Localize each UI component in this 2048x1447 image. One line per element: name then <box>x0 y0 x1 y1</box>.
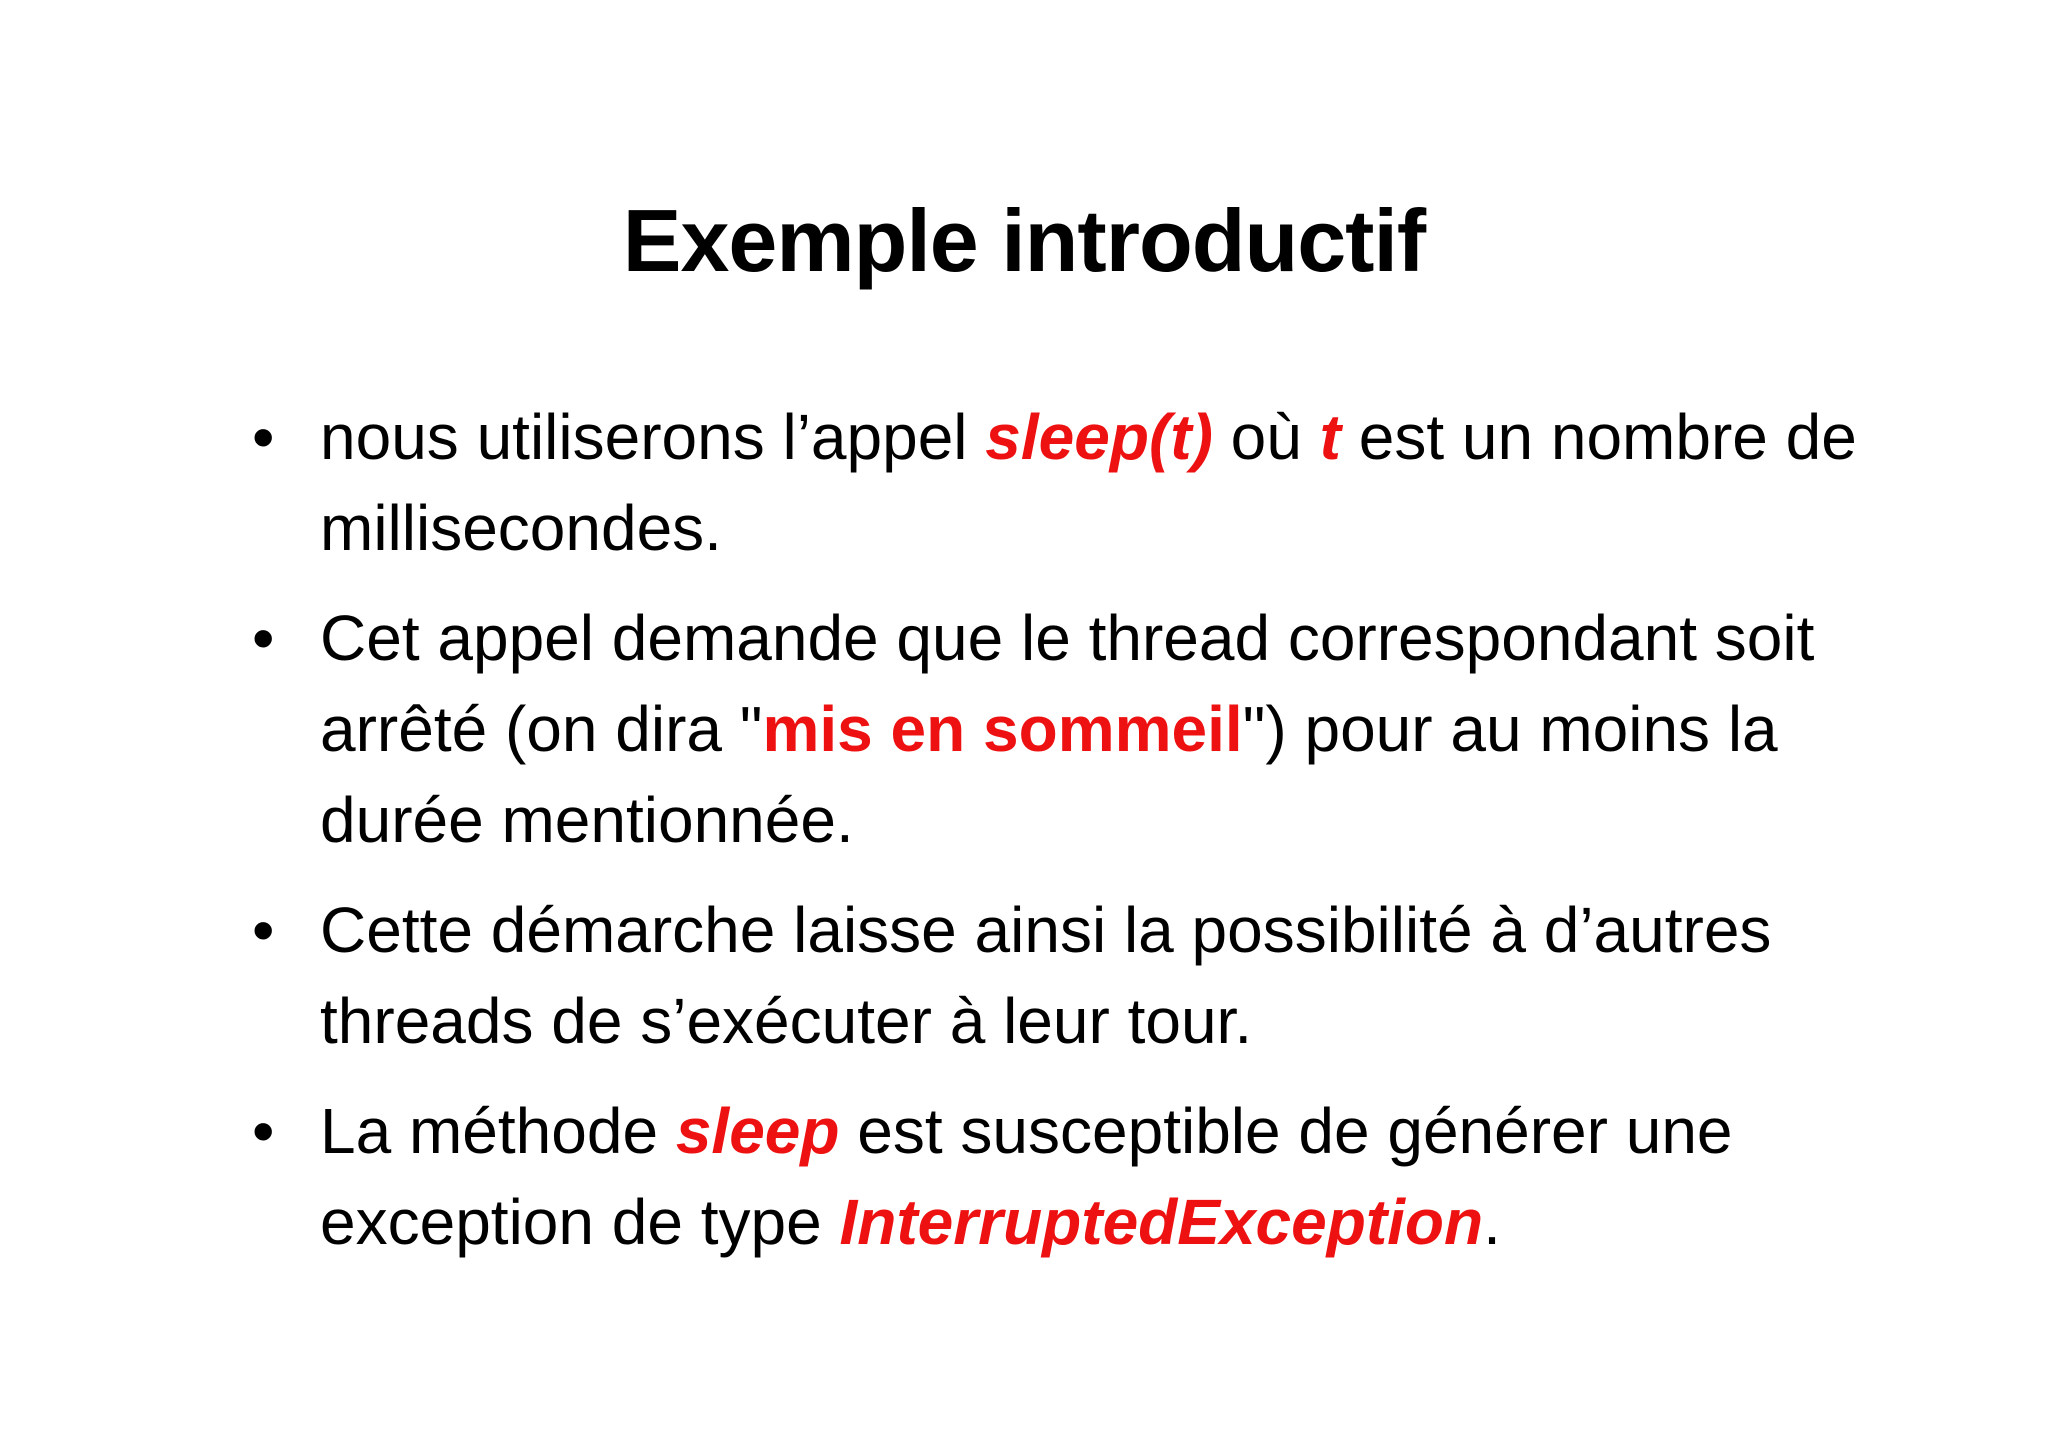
bullet-item <box>250 1086 1870 1268</box>
bullet-dot-icon: • <box>252 894 275 966</box>
bullet-dot-icon: • <box>252 1095 275 1167</box>
bullet-list <box>250 392 1870 1287</box>
text-run: Cet appel demande que le thread correspondant soit arrêté (on dira " <box>320 602 1815 765</box>
text-run: . <box>1483 1186 1501 1258</box>
highlight-mis-en-sommeil: mis en sommeil <box>762 693 1243 765</box>
bullet-item <box>250 885 1870 1067</box>
text-run: La méthode <box>320 1095 676 1167</box>
text-run: nous utiliserons l’appel <box>320 401 986 473</box>
text-run: Cette démarche laisse ainsi la possibilité à d’autres threads de s’exécuter à leur tour. <box>320 894 1772 1057</box>
code-term-sleep-t: sleep(t) <box>985 401 1213 473</box>
text-run: ") pour au moins la durée mentionnée. <box>320 693 1778 856</box>
bullet-dot-icon: • <box>252 401 275 473</box>
bullet-item <box>250 392 1870 574</box>
text-run: est un nombre de millisecondes. <box>320 401 1857 564</box>
text-run: où <box>1212 401 1320 473</box>
code-term-sleep: sleep <box>675 1095 840 1167</box>
bullet-item <box>250 593 1870 866</box>
text-run: est susceptible de générer une exception de type <box>320 1095 1733 1258</box>
slide-title: Exemple introductif <box>622 191 1426 290</box>
code-term-t: t <box>1319 401 1341 473</box>
bullet-dot-icon: • <box>252 602 275 674</box>
code-term-interruptedexception: InterruptedException <box>839 1186 1484 1258</box>
